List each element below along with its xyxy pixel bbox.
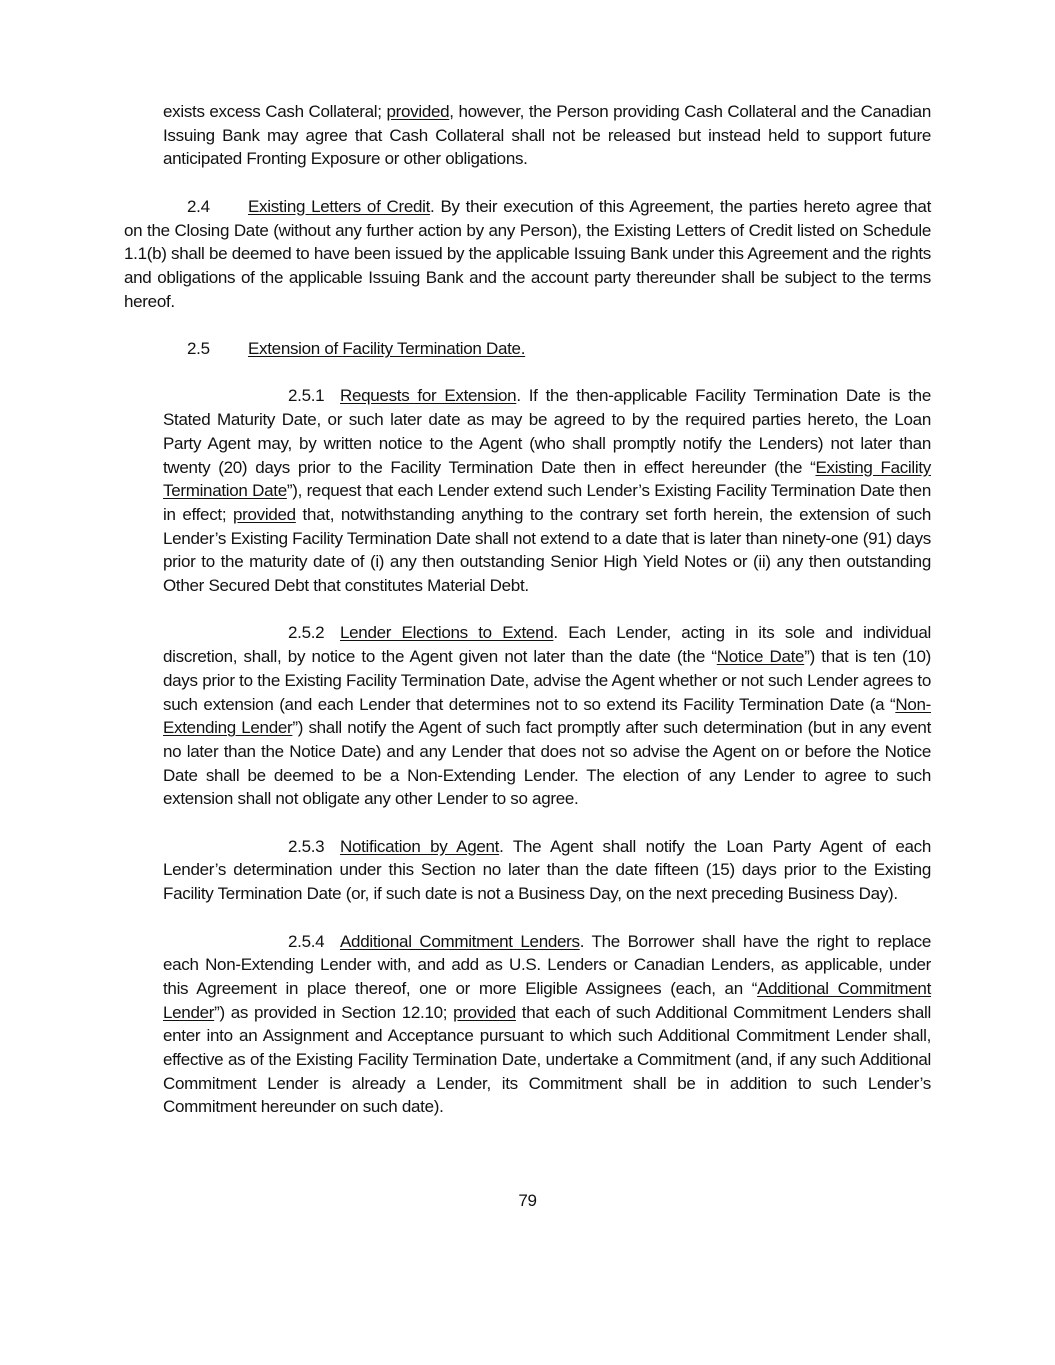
section-number: 2.5.4 <box>288 931 325 951</box>
section-heading: Requests for Extension <box>340 386 517 406</box>
body-text: . The Agent shall notify the Loan Party Agent of each Lender’s determination under this Section no later than the date fifteen (15) days prior to the Existing Facility Termination Date (or, if such date is not a Business Day, on the next preceding Business Day). <box>163 836 931 904</box>
section-2-5-4 <box>163 930 931 1120</box>
body-text: , however, the Person providing Cash Collateral and the Canadian Issuing Bank may agree that Cash Collateral shall not be released but instead held to support future anticipated Fronting Exposure or other obligations. <box>163 102 931 169</box>
paragraph-cash-collateral <box>163 100 931 171</box>
defined-term: Additional Commitment Lender <box>163 978 931 1022</box>
section-heading: Notification by Agent <box>340 836 500 856</box>
section-number: 2.5.3 <box>288 836 325 856</box>
body-text: . The Borrower shall have the right to replace each Non-Extending Lender with, and add as U.S. Lenders or Canadian Lenders, as applicable, under this Agreement in place thereof, one or more Eligible Assignees (each, an “ <box>163 931 931 998</box>
section-number: 2.4 <box>187 196 210 216</box>
body-text: ”), request that each Lender extend such Lender’s Existing Facility Termination Date then in effect; <box>163 481 931 524</box>
section-number: 2.5.2 <box>288 623 325 643</box>
section-number: 2.5.1 <box>288 386 325 406</box>
body-text: that, notwithstanding anything to the contrary set forth herein, the extension of such Lender’s Existing Facility Termination Date shall not extend to a date that is later than ninety-one (91) days prior to the maturity date of (i) any then outstanding Senior High Yield Notes or (ii) any then outstanding Other Secured Debt that constitutes Material Debt. <box>163 504 931 596</box>
section-2-5-1 <box>163 384 931 597</box>
body-text: exists excess Cash Collateral; <box>163 102 387 121</box>
section-2-5 <box>124 337 931 361</box>
defined-term: Notice Date <box>716 647 805 667</box>
body-text: ”) as provided in Section 12.10; <box>214 1002 454 1022</box>
section-heading: Extension of Facility Termination Date. <box>248 339 526 358</box>
body-text: . Each Lender, acting in its sole and individual discretion, shall, by notice to the Agent given not later than the date (the “ <box>163 623 931 667</box>
section-heading: Existing Letters of Credit <box>248 196 431 216</box>
defined-term: Existing Facility Termination Date <box>163 457 931 501</box>
section-number: 2.5 <box>187 339 210 358</box>
section-2-5-2 <box>163 621 931 811</box>
body-text: ”) shall notify the Agent of such fact promptly after such determination (but in any event no later than the Notice Date) and any Lender that does not so advise the Agent on or before the Notice Date shall be deemed to be a Non-Extending Lender. The election of any Lender to agree to such extension shall not obligate any other Lender to so agree. <box>163 718 931 809</box>
section-2-5-3 <box>163 835 931 906</box>
section-heading: Additional Commitment Lenders <box>340 931 580 951</box>
body-text: ”) that is ten (10) days prior to the Existing Facility Termination Date, advise the Agent whether or not such Lender agrees to such extension (and each Lender that determines not to so extend its Facility Termination Date (a “ <box>163 647 931 714</box>
page-number: 79 <box>518 1191 537 1211</box>
section-2-4 <box>124 195 931 314</box>
body-text: that each of such Additional Commitment Lenders shall enter into an Assignment and Acceptance pursuant to which such Additional Commitment Lender shall, effective as of the Existing Facility Termination Date, undertake a Commitment (and, if any such Additional Commitment Lender is already a Lender, its Commitment shall be in addition to such Lender’s Commitment hereunder on such date). <box>163 1002 931 1117</box>
defined-term: Non-Extending Lender <box>163 694 931 738</box>
defined-term: provided <box>453 1002 516 1022</box>
defined-term: provided <box>386 102 450 121</box>
defined-term: provided <box>233 504 296 524</box>
body-text: . By their execution of this Agreement, the parties hereto agree that on the Closing Date (without any further action by any Person), the Existing Letters of Credit listed on Schedule 1.1(b) shall be deemed to have been issued by the applicable Issuing Bank under this Agreement and the rights and obligations of the applicable Issuing Bank and the account party thereunder shall be subject to the terms hereof. <box>124 196 931 311</box>
body-text: . If the then-applicable Facility Termination Date is the Stated Maturity Date, or such later date as may be agreed to by the required parties hereto, the Loan Party Agent may, by written notice to the Agent (who shall promptly notify the Lenders) not later than twenty (20) days prior to the Facility Termination Date then in effect hereunder (the “ <box>163 386 931 477</box>
section-heading: Lender Elections to Extend <box>340 623 554 643</box>
